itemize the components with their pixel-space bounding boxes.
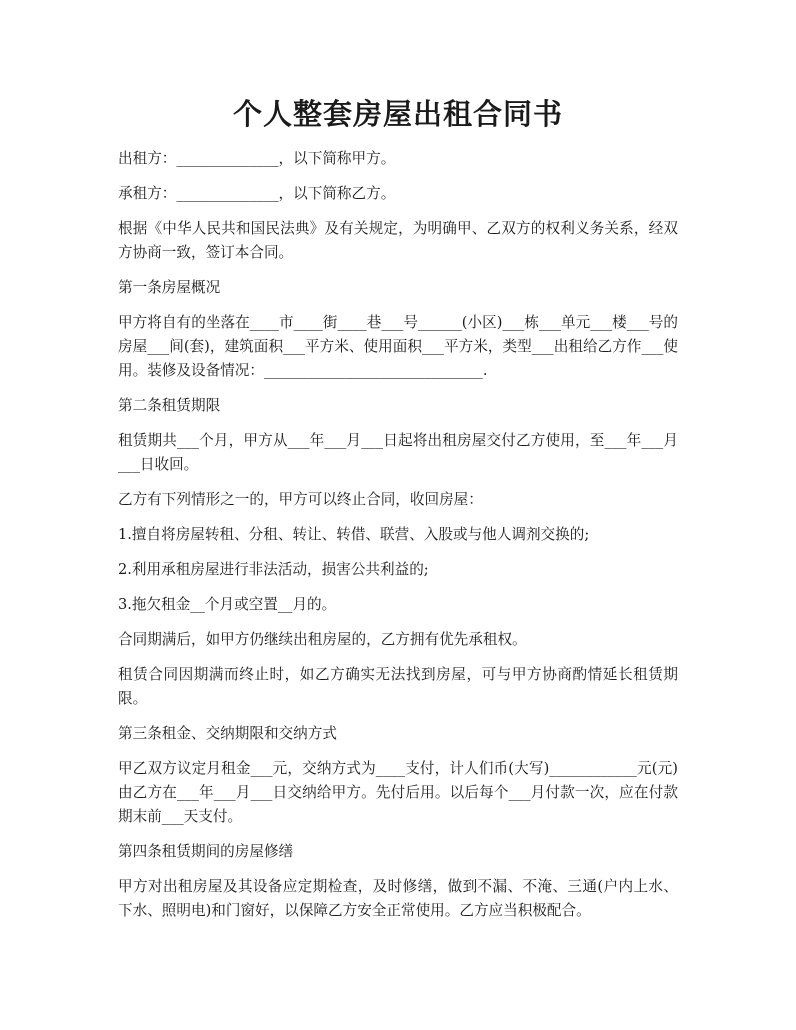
document-page (118, 0, 678, 934)
party-a-line: 出租方：______________，以下简称甲方。 (118, 150, 396, 167)
termination-item-3: 3.拖欠租金__个月或空置__月的。 (118, 596, 337, 613)
rent-payment-paragraph: 甲乙双方议定月租金___元，交纳方式为____支付，计人们币(大写)____________元(元)由乙方在___年___月___日交纳给甲方。先付后用。以后每个___月付款一次，应在付款期末前___天支付。 (118, 760, 678, 825)
termination-item-1: 1.擅自将房屋转租、分租、转让、转借、联营、入股或与他人调剂交换的; (118, 526, 590, 543)
document-body (118, 147, 678, 923)
article-1-heading: 第一条房屋概况 (118, 279, 221, 296)
article-2-heading: 第二条租赁期限 (118, 397, 221, 414)
preamble-paragraph: 根据《中华人民共和国民法典》及有关规定，为明确甲、乙双方的权利义务关系，经双方协商一致，签订本合同。 (118, 220, 678, 261)
termination-item-2: 2.利用承租房屋进行非法活动，损害公共利益的; (118, 561, 429, 578)
article-1-paragraph: 甲方将自有的坐落在____市____街____巷___号______(小区)___栋___单元___楼___号的房屋___间(套)，建筑面积___平方米、使用面积___平方米，类型___出租给乙方作___使用。装修及设备情况：______________________________. (118, 314, 678, 379)
article-4-heading: 第四条租赁期间的房屋修缮 (118, 843, 294, 860)
party-b-line: 承租方：______________，以下简称乙方。 (118, 185, 396, 202)
lease-term-paragraph: 租赁期共___个月，甲方从___年___月___日起将出租房屋交付乙方使用，至___年___月___日收回。 (118, 432, 678, 473)
extension-paragraph: 租赁合同因期满而终止时，如乙方确实无法找到房屋，可与甲方协商酌情延长租赁期限。 (118, 666, 678, 707)
termination-intro-paragraph: 乙方有下列情形之一的，甲方可以终止合同，收回房屋： (118, 491, 483, 508)
document-title: 个人整套房屋出租合同书 (232, 97, 563, 131)
priority-renewal-paragraph: 合同期满后，如甲方仍继续出租房屋的，乙方拥有优先承租权。 (118, 631, 527, 648)
repair-paragraph: 甲方对出租房屋及其设备应定期检查，及时修缮，做到不漏、不淹、三通(户内上水、下水、照明电)和门窗好，以保障乙方安全正常使用。乙方应当积极配合。 (118, 878, 678, 919)
article-3-heading: 第三条租金、交纳期限和交纳方式 (118, 725, 337, 742)
